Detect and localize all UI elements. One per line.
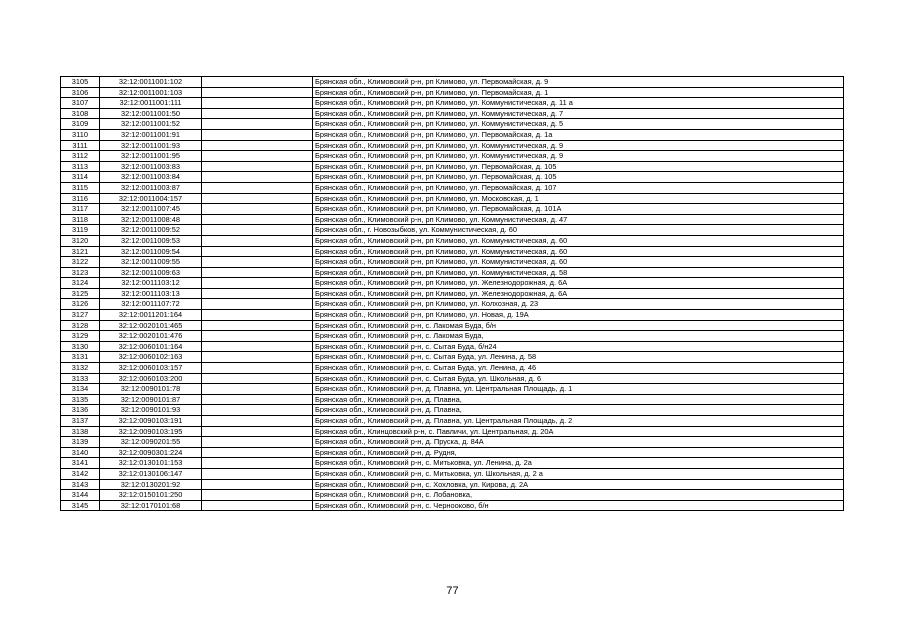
row-number-cell: 3120 <box>61 235 100 246</box>
row-number-cell: 3139 <box>61 437 100 448</box>
cadastral-number-cell: 32:12:0090103:195 <box>100 426 202 437</box>
row-number-cell: 3106 <box>61 87 100 98</box>
cadastral-number-cell: 32:12:0011001:91 <box>100 129 202 140</box>
empty-cell <box>202 479 313 490</box>
empty-cell <box>202 77 313 88</box>
table-row <box>61 479 844 490</box>
address-cell: Брянская обл., г. Новозыбков, ул. Коммунистическая, д. 60 <box>313 225 844 236</box>
cadastral-number-cell: 32:12:0011003:83 <box>100 161 202 172</box>
table-row <box>61 278 844 289</box>
address-cell: Брянская обл., Климовский р-н, рп Климово, ул. Коммунистическая, д. 60 <box>313 235 844 246</box>
address-cell: Брянская обл., Климовский р-н, с. Хохловка, ул. Кирова, д. 2А <box>313 479 844 490</box>
table-row <box>61 182 844 193</box>
cadastral-number-cell: 32:12:0011003:84 <box>100 172 202 183</box>
cadastral-number-cell: 32:12:0011103:12 <box>100 278 202 289</box>
empty-cell <box>202 246 313 257</box>
address-cell: Брянская обл., Климовский р-н, рп Климово, ул. Коммунистическая, д. 47 <box>313 214 844 225</box>
cadastral-number-cell: 32:12:0090101:78 <box>100 384 202 395</box>
empty-cell <box>202 437 313 448</box>
empty-cell <box>202 331 313 342</box>
cadastral-number-cell: 32:12:0011004:157 <box>100 193 202 204</box>
table-row <box>61 129 844 140</box>
address-cell: Брянская обл., Климовский р-н, рп Климово, ул. Коммунистическая, д. 60 <box>313 257 844 268</box>
empty-cell <box>202 394 313 405</box>
empty-cell <box>202 384 313 395</box>
row-number-cell: 3110 <box>61 129 100 140</box>
address-cell: Брянская обл., Климовский р-н, рп Климово, ул. Первомайская, д. 1а <box>313 129 844 140</box>
table-row <box>61 341 844 352</box>
cadastral-number-cell: 32:12:0011009:54 <box>100 246 202 257</box>
cadastral-number-cell: 32:12:0011007:45 <box>100 204 202 215</box>
table-row <box>61 437 844 448</box>
table-row <box>61 108 844 119</box>
address-cell: Брянская обл., Климовский р-н, рп Климово, ул. Первомайская, д. 107 <box>313 182 844 193</box>
empty-cell <box>202 447 313 458</box>
cadastral-number-cell: 32:12:0020101:465 <box>100 320 202 331</box>
cadastral-number-cell: 32:12:0130106:147 <box>100 468 202 479</box>
table-row <box>61 140 844 151</box>
table-row <box>61 394 844 405</box>
cadastral-number-cell: 32:12:0090101:87 <box>100 394 202 405</box>
cadastral-number-cell: 32:12:0090103:191 <box>100 416 202 427</box>
row-number-cell: 3109 <box>61 119 100 130</box>
cadastral-number-cell: 32:12:0090201:55 <box>100 437 202 448</box>
empty-cell <box>202 235 313 246</box>
cadastral-number-cell: 32:12:0011001:52 <box>100 119 202 130</box>
empty-cell <box>202 458 313 469</box>
cadastral-number-cell: 32:12:0130201:92 <box>100 479 202 490</box>
cadastral-number-cell: 32:12:0170101:68 <box>100 500 202 511</box>
table-row <box>61 331 844 342</box>
row-number-cell: 3113 <box>61 161 100 172</box>
empty-cell <box>202 373 313 384</box>
address-cell: Брянская обл., Климовский р-н, рп Климово, ул. Коммунистическая, д. 60 <box>313 246 844 257</box>
empty-cell <box>202 193 313 204</box>
table-row <box>61 267 844 278</box>
empty-cell <box>202 416 313 427</box>
cadastral-number-cell: 32:12:0060103:200 <box>100 373 202 384</box>
empty-cell <box>202 468 313 479</box>
empty-cell <box>202 214 313 225</box>
empty-cell <box>202 310 313 321</box>
empty-cell <box>202 161 313 172</box>
empty-cell <box>202 182 313 193</box>
cadastral-number-cell: 32:12:0011009:55 <box>100 257 202 268</box>
table-row <box>61 405 844 416</box>
row-number-cell: 3142 <box>61 468 100 479</box>
table-row <box>61 288 844 299</box>
row-number-cell: 3119 <box>61 225 100 236</box>
table-row <box>61 310 844 321</box>
row-number-cell: 3105 <box>61 77 100 88</box>
table-row <box>61 426 844 437</box>
row-number-cell: 3130 <box>61 341 100 352</box>
cadastral-number-cell: 32:12:0011001:102 <box>100 77 202 88</box>
table-row <box>61 235 844 246</box>
table-row <box>61 172 844 183</box>
address-cell: Брянская обл., Климовский р-н, с. Сытая Буда, б/н24 <box>313 341 844 352</box>
cadastral-number-cell: 32:12:0011008:48 <box>100 214 202 225</box>
cadastral-number-cell: 32:12:0011201:164 <box>100 310 202 321</box>
row-number-cell: 3135 <box>61 394 100 405</box>
cadastral-number-cell: 32:12:0011103:13 <box>100 288 202 299</box>
cadastral-number-cell: 32:12:0090101:93 <box>100 405 202 416</box>
row-number-cell: 3122 <box>61 257 100 268</box>
cadastral-number-cell: 32:12:0011009:63 <box>100 267 202 278</box>
empty-cell <box>202 278 313 289</box>
address-cell: Брянская обл., Климовский р-н, д. Плавна, <box>313 405 844 416</box>
address-cell: Брянская обл., Климовский р-н, с. Митьковка, ул. Ленина, д. 2а <box>313 458 844 469</box>
empty-cell <box>202 299 313 310</box>
address-cell: Брянская обл., Климовский р-н, с. Чернооково, б/н <box>313 500 844 511</box>
address-cell: Брянская обл., Климовский р-н, рп Климово, ул. Московская, д. 1 <box>313 193 844 204</box>
table-row <box>61 384 844 395</box>
empty-cell <box>202 140 313 151</box>
registry-table-body <box>61 77 844 511</box>
cadastral-number-cell: 32:12:0060103:157 <box>100 363 202 374</box>
table-row <box>61 373 844 384</box>
empty-cell <box>202 320 313 331</box>
row-number-cell: 3116 <box>61 193 100 204</box>
empty-cell <box>202 405 313 416</box>
address-cell: Брянская обл., Климовский р-н, рп Климово, ул. Коммунистическая, д. 9 <box>313 151 844 162</box>
address-cell: Брянская обл., Климовский р-н, рп Климово, ул. Железнодорожная, д. 6А <box>313 278 844 289</box>
address-cell: Брянская обл., Климовский р-н, д. Рудня, <box>313 447 844 458</box>
table-row <box>61 352 844 363</box>
table-row <box>61 151 844 162</box>
table-row <box>61 458 844 469</box>
table-row <box>61 490 844 501</box>
address-cell: Брянская обл., Климовский р-н, д. Плавна, <box>313 394 844 405</box>
empty-cell <box>202 288 313 299</box>
empty-cell <box>202 225 313 236</box>
empty-cell <box>202 341 313 352</box>
cadastral-number-cell: 32:12:0011001:50 <box>100 108 202 119</box>
address-cell: Брянская обл., Климовский р-н, д. Пруска, д. 84А <box>313 437 844 448</box>
cadastral-number-cell: 32:12:0011001:103 <box>100 87 202 98</box>
row-number-cell: 3124 <box>61 278 100 289</box>
row-number-cell: 3108 <box>61 108 100 119</box>
empty-cell <box>202 352 313 363</box>
address-cell: Брянская обл., Климовский р-н, рп Климово, ул. Первомайская, д. 9 <box>313 77 844 88</box>
row-number-cell: 3126 <box>61 299 100 310</box>
empty-cell <box>202 87 313 98</box>
address-cell: Брянская обл., Климовский р-н, рп Климово, ул. Коммунистическая, д. 11 а <box>313 98 844 109</box>
row-number-cell: 3125 <box>61 288 100 299</box>
cadastral-number-cell: 32:12:0011001:111 <box>100 98 202 109</box>
address-cell: Брянская обл., Климовский р-н, д. Плавна, ул. Центральная Площадь, д. 1 <box>313 384 844 395</box>
row-number-cell: 3134 <box>61 384 100 395</box>
table-row <box>61 500 844 511</box>
address-cell: Брянская обл., Климовский р-н, рп Климово, ул. Первомайская, д. 101А <box>313 204 844 215</box>
row-number-cell: 3131 <box>61 352 100 363</box>
address-cell: Брянская обл., Климовский р-н, с. Лобановка, <box>313 490 844 501</box>
row-number-cell: 3144 <box>61 490 100 501</box>
table-row <box>61 447 844 458</box>
table-row <box>61 257 844 268</box>
row-number-cell: 3112 <box>61 151 100 162</box>
row-number-cell: 3107 <box>61 98 100 109</box>
row-number-cell: 3117 <box>61 204 100 215</box>
row-number-cell: 3138 <box>61 426 100 437</box>
row-number-cell: 3127 <box>61 310 100 321</box>
address-cell: Брянская обл., Климовский р-н, с. Митьковка, ул. Школьная, д. 2 а <box>313 468 844 479</box>
table-row <box>61 77 844 88</box>
empty-cell <box>202 257 313 268</box>
table-row <box>61 363 844 374</box>
address-cell: Брянская обл., Климовский р-н, рп Климово, ул. Коммунистическая, д. 58 <box>313 267 844 278</box>
row-number-cell: 3141 <box>61 458 100 469</box>
row-number-cell: 3145 <box>61 500 100 511</box>
registry-table <box>60 76 844 511</box>
address-cell: Брянская обл., Климовский р-н, с. Лакомая Буда, б/н <box>313 320 844 331</box>
table-row <box>61 119 844 130</box>
address-cell: Брянская обл., Климовский р-н, рп Климово, ул. Колхозная, д. 23 <box>313 299 844 310</box>
cadastral-number-cell: 32:12:0011107:72 <box>100 299 202 310</box>
cadastral-number-cell: 32:12:0150101:250 <box>100 490 202 501</box>
row-number-cell: 3133 <box>61 373 100 384</box>
cadastral-number-cell: 32:12:0090301:224 <box>100 447 202 458</box>
row-number-cell: 3123 <box>61 267 100 278</box>
table-row <box>61 246 844 257</box>
address-cell: Брянская обл., Климовский р-н, с. Сытая Буда, ул. Ленина, д. 58 <box>313 352 844 363</box>
table-row <box>61 299 844 310</box>
cadastral-number-cell: 32:12:0011001:95 <box>100 151 202 162</box>
empty-cell <box>202 267 313 278</box>
address-cell: Брянская обл., Климовский р-н, рп Климово, ул. Железнодорожная, д. 6А <box>313 288 844 299</box>
table-row <box>61 204 844 215</box>
cadastral-number-cell: 32:12:0060101:164 <box>100 341 202 352</box>
address-cell: Брянская обл., Климовский р-н, рп Климово, ул. Коммунистическая, д. 7 <box>313 108 844 119</box>
row-number-cell: 3128 <box>61 320 100 331</box>
empty-cell <box>202 426 313 437</box>
row-number-cell: 3121 <box>61 246 100 257</box>
table-row <box>61 161 844 172</box>
cadastral-number-cell: 32:12:0011009:53 <box>100 235 202 246</box>
row-number-cell: 3136 <box>61 405 100 416</box>
row-number-cell: 3118 <box>61 214 100 225</box>
row-number-cell: 3114 <box>61 172 100 183</box>
empty-cell <box>202 490 313 501</box>
table-row <box>61 320 844 331</box>
empty-cell <box>202 98 313 109</box>
row-number-cell: 3115 <box>61 182 100 193</box>
empty-cell <box>202 172 313 183</box>
address-cell: Брянская обл., Климовский р-н, д. Плавна, ул. Центральная Площадь, д. 2 <box>313 416 844 427</box>
address-cell: Брянская обл., Климовский р-н, рп Климово, ул. Новая, д. 19А <box>313 310 844 321</box>
cadastral-number-cell: 32:12:0020101:476 <box>100 331 202 342</box>
address-cell: Брянская обл., Климовский р-н, рп Климово, ул. Первомайская, д. 105 <box>313 172 844 183</box>
cadastral-number-cell: 32:12:0130101:153 <box>100 458 202 469</box>
table-row <box>61 98 844 109</box>
table-row <box>61 87 844 98</box>
address-cell: Брянская обл., Климовский р-н, рп Климово, ул. Коммунистическая, д. 5 <box>313 119 844 130</box>
table-row <box>61 468 844 479</box>
row-number-cell: 3129 <box>61 331 100 342</box>
row-number-cell: 3140 <box>61 447 100 458</box>
table-row <box>61 416 844 427</box>
cadastral-number-cell: 32:12:0011001:93 <box>100 140 202 151</box>
cadastral-number-cell: 32:12:0011009:52 <box>100 225 202 236</box>
address-cell: Брянская обл., Климовский р-н, рп Климово, ул. Первомайская, д. 1 <box>313 87 844 98</box>
row-number-cell: 3111 <box>61 140 100 151</box>
row-number-cell: 3132 <box>61 363 100 374</box>
row-number-cell: 3137 <box>61 416 100 427</box>
empty-cell <box>202 129 313 140</box>
cadastral-number-cell: 32:12:0011003:87 <box>100 182 202 193</box>
empty-cell <box>202 363 313 374</box>
row-number-cell: 3143 <box>61 479 100 490</box>
address-cell: Брянская обл., Климовский р-н, с. Сытая Буда, ул. Школьная, д. 6 <box>313 373 844 384</box>
address-cell: Брянская обл., Климовский р-н, с. Сытая Буда, ул. Ленина, д. 46 <box>313 363 844 374</box>
table-row <box>61 214 844 225</box>
empty-cell <box>202 119 313 130</box>
empty-cell <box>202 151 313 162</box>
address-cell: Брянская обл., Клинцовский р-н, с. Павличи, ул. Центральная, д. 20А <box>313 426 844 437</box>
address-cell: Брянская обл., Климовский р-н, рп Климово, ул. Коммунистическая, д. 9 <box>313 140 844 151</box>
empty-cell <box>202 204 313 215</box>
address-cell: Брянская обл., Климовский р-н, рп Климово, ул. Первомайская, д. 105 <box>313 161 844 172</box>
cadastral-number-cell: 32:12:0060102:163 <box>100 352 202 363</box>
page-number: 77 <box>446 585 459 597</box>
table-row <box>61 225 844 236</box>
table-row <box>61 193 844 204</box>
empty-cell <box>202 500 313 511</box>
address-cell: Брянская обл., Климовский р-н, с. Лакомая Буда, <box>313 331 844 342</box>
empty-cell <box>202 108 313 119</box>
